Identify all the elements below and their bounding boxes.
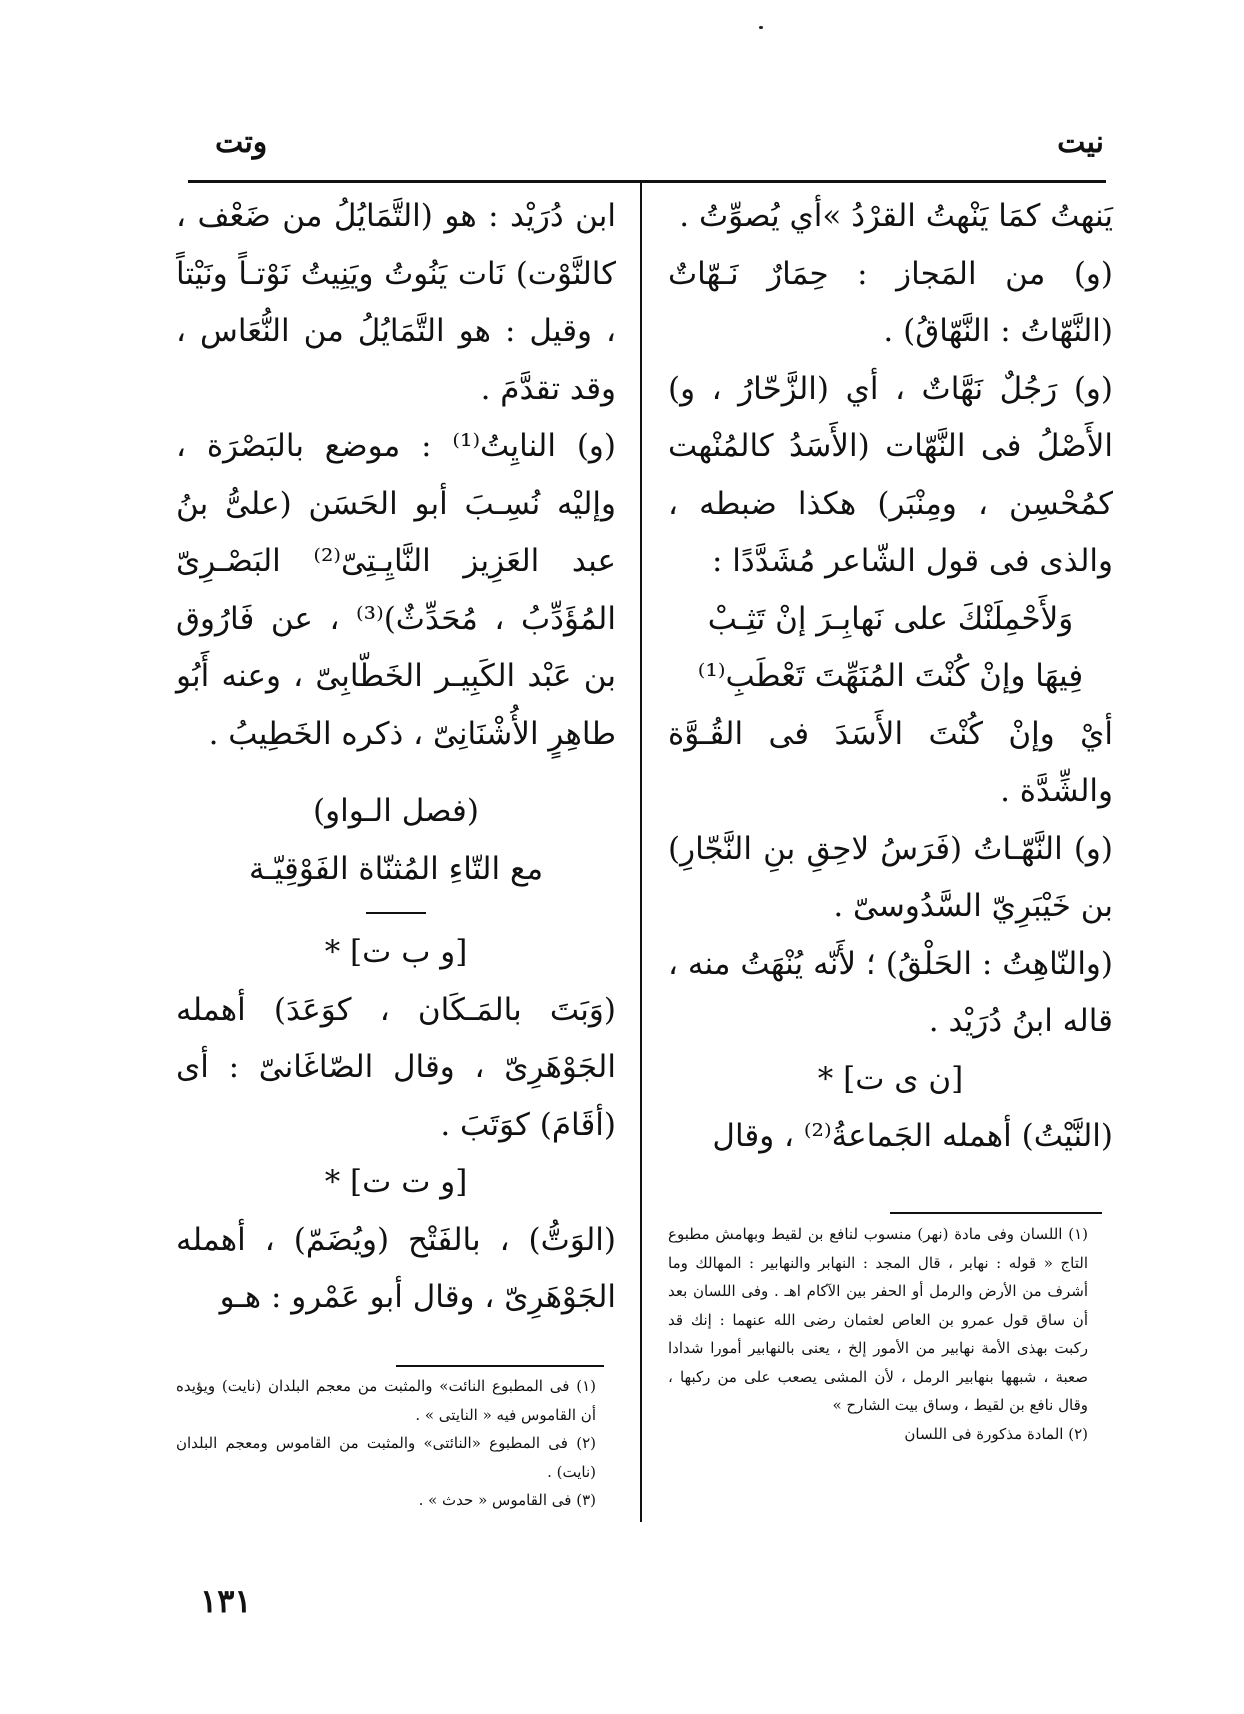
page-number: ١٣١ bbox=[200, 1582, 252, 1620]
print-speck bbox=[759, 26, 763, 29]
paragraph: (و) من المَجاز : حِمَارٌ نَـهّاتٌ (النَّهّاتُ : النَّهّاقُ) . bbox=[668, 255, 1113, 349]
footnote: (١) فى المطبوع النائت» والمثبت من معجم البلدان (نايت) ويؤيده أن القاموس فيه « النايتى » . bbox=[176, 1377, 596, 1424]
right-column bbox=[668, 188, 1113, 1166]
footnotes-left bbox=[176, 1372, 596, 1515]
spacer bbox=[176, 763, 616, 783]
paragraph: (النَّيْتُ) أهمله الجَماعةُ⁽²⁾ ، وقال bbox=[712, 1118, 1113, 1154]
paragraph: يَنهتُ كمَا يَنْهتُ القرْدُ »أي يُصوِّتُ . bbox=[679, 198, 1113, 234]
footnote-rule-left bbox=[396, 1365, 604, 1367]
paragraph: أيْ وإنْ كُنْتَ الأَسَدَ فى القُـوَّة والشِّدَّة . bbox=[668, 715, 1113, 809]
paragraph: (والنّاهِتُ : الحَلْقُ) ؛ لأَنّه يُنْهَتُ منه ، قاله ابنُ دُرَيْد . bbox=[668, 945, 1113, 1039]
section-subtitle: مع التّاءِ المُثنّاة الفَوْقِيّـة bbox=[248, 850, 544, 887]
column-divider bbox=[640, 182, 642, 1522]
footnote: (٢) فى المطبوع «النائتى» والمثبت من القاموس ومعجم البلدان (نايت) . bbox=[176, 1434, 596, 1481]
running-header-left: وتت bbox=[215, 125, 268, 160]
paragraph: (و) النايِتُ⁽¹⁾ : موضع بالبَصْرَة ، وإليْه نُسِـبَ أبو الحَسَن (علىُّ بنُ عبد العَزِيز النَّايِـتِىّ⁽²⁾ البَصْـرِىّ المُؤَدِّبُ ، مُحَدِّثٌ)⁽³⁾ ، عن فَارُوق بن عَبْد الكَبِيـر الخَطّابِىّ ، وعنه أَبُو طاهِرٍ الأُشْنَانِىّ ، ذكره الخَطِيبُ . bbox=[176, 428, 616, 752]
paragraph: (و) النَّهّـاتُ (فَرَسُ لاحِقِ بنِ النَّجّارِ) بن خَيْبَرِيّ السَّدُوسىّ . bbox=[668, 830, 1113, 924]
section-title: (فصل الـواو) bbox=[313, 793, 479, 829]
entry-heading: [و ب ت] * bbox=[324, 934, 468, 970]
footnote: (١) اللسان وفى مادة (نهر) منسوب لنافع بن لقيط وبهامش مطبوع التاج « قوله : نهابر ، قال المجد : النهابر والنهابير : المهالك وما أشرف من الأرض والرمل أو الحفر بين الآكام اهـ . وفى اللسان بعد أن ساق قول عمرو بن العاص لعثمان رضى الله عنهما : إنك قد ركبت بهذى الأمة نهابير من الأمور إلخ ، يعنى بالنهابير أمورا شدادا صعبة ، شبهها بنهابير الرمل ، لأن المشى يصعب على من ركبها ، وقال نافع بن لقيط ، وساق بيت الشارح » bbox=[668, 1225, 1088, 1414]
entry-heading: [ن ى ت] * bbox=[817, 1060, 964, 1097]
footnote: (٣) فى القاموس « حدث » . bbox=[418, 1491, 596, 1509]
footnotes-right bbox=[668, 1220, 1088, 1448]
entry-heading: [و ت ت] * bbox=[324, 1164, 468, 1200]
section-rule bbox=[366, 912, 426, 914]
running-header-right: نيت bbox=[1057, 125, 1104, 160]
left-column bbox=[176, 188, 616, 1327]
verse-line: وَلأَحْمِلَنْكَ على نَهابِـرَ إنْ تَثِـبْ bbox=[707, 600, 1074, 637]
footnote: (٢) المادة مذكورة فى اللسان bbox=[904, 1424, 1088, 1443]
paragraph: (وَبَتَ بالمَـكَان ، كوَعَدَ) أهمله الجَوْهَرِىّ ، وقال الصّاغَانىّ : أى (أقَامَ) كوَتَبَ . bbox=[176, 991, 616, 1143]
paragraph: ابن دُرَيْد : هو (التَّمَايُلُ من ضَعْف ، كالنَّوْت) نَات يَنُوتُ ويَنِيتُ نَوْتـاً ونَيْتاً ، وقيل : هو التَّمَايُلُ من النُّعَاس ، وقد تقدَّمَ . bbox=[176, 198, 616, 407]
verse-line: فِيهَا وإنْ كُنْتَ المُنَهِّتَ تَعْطَبِ⁽¹⁾ bbox=[697, 658, 1084, 694]
footnote-rule-right bbox=[890, 1212, 1102, 1214]
paragraph: (الوَتُّ) ، بالفَتْح (ويُضَمّ) ، أهمله الجَوْهَرِىّ ، وقال أبو عَمْرو : هـو bbox=[176, 1221, 616, 1315]
header-rule bbox=[188, 180, 1106, 183]
paragraph: (و) رَجُلٌ نَهَّاتٌ ، أي (الزَّحّارُ ، و) الأَصْلُ فى النَّهّات (الأَسَدُ كالمُنْهت كمُحْسِن ، ومِنْبَر) هكذا ضبطه ، والذى فى قول الشّاعر مُشَدَّدًا : bbox=[668, 370, 1113, 579]
